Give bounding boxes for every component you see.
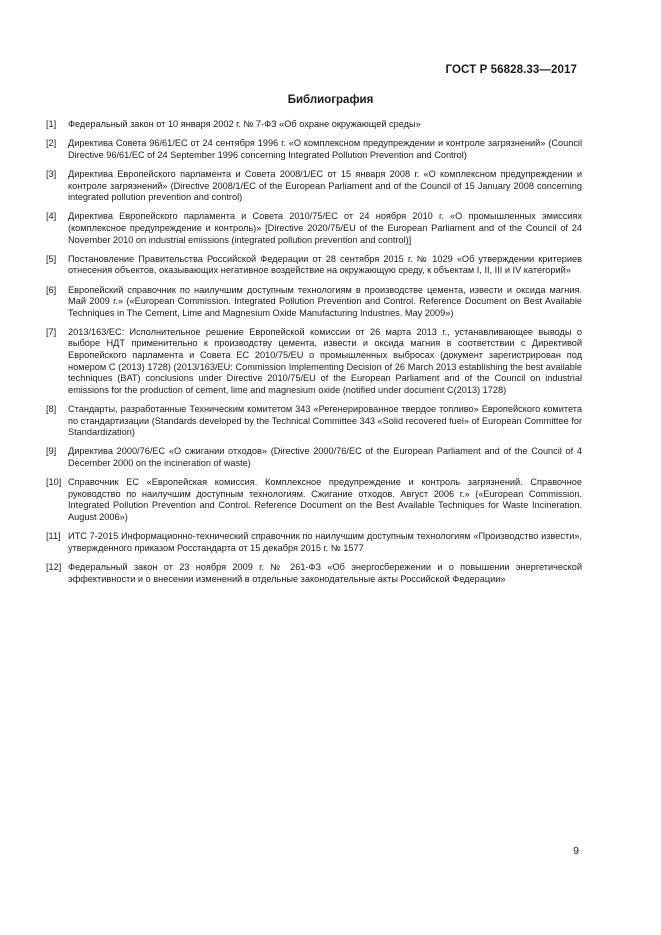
entry-text: Европейский справочник по наилучшим доступным технологиям в производстве цемента, извести и оксида магния. Май 2009 г.» («European Commission. Integrated Pollution Prevention and Control. Reference Document on Best Available Techniques in The Cement, Lime and Magnesium Oxide Manufacturing Industries. May 2009») — [68, 284, 582, 318]
entry-number: [10] — [46, 477, 62, 488]
entry-number: [9] — [46, 446, 57, 457]
bibliography-entry-7 — [46, 327, 582, 397]
entry-number: [2] — [46, 138, 57, 149]
entry-text: Директива Совета 96/61/ЕС от 24 сентября 1996 г. «О комплексном предупреждении и контроле загрязнений» (Council Directive 96/61/EC of 24 September 1996 concerning Integrated Pollution Prevention and Control) — [68, 138, 582, 160]
entry-text: Директива Европейского парламента и Совета 2010/75/ЕС от 24 ноября 2010 г. «О промышленных эмиссиях (комплексное предупреждение и контроль)» [Directive 2020/75/EU of the European Parliament and of the Council of 24 November 2010 on industrial emissions (integrated pollution prevention and control)] — [68, 211, 582, 245]
section-title: Библиография — [287, 94, 374, 106]
entry-number: [1] — [46, 119, 57, 129]
bibliography-entry-5 — [46, 254, 582, 277]
entry-number: [5] — [46, 253, 57, 264]
entry-number: [4] — [46, 211, 57, 222]
bibliography-entry-8 — [46, 404, 582, 439]
entry-text: ИТС 7-2015 Информационно-технический справочник по наилучшим доступным технологиям «Производство извести», утвержденного приказом Росстандарта от 15 декабря 2015 г. № 1577 — [68, 531, 582, 553]
bibliography-entry-6 — [46, 285, 582, 320]
entry-text: Федеральный закон от 23 ноября 2009 г. № 261-ФЗ «Об энергосбережении и о повышении энергетической эффективности и о внесении изменений в отдельные законодательные акты Российской Федерации» — [68, 561, 582, 584]
bibliography-entry-1 — [46, 119, 582, 131]
entry-text: Стандарты, разработанные Техническим комитетом 343 «Регенерированное твердое топливо» Европейского комитета по стандартизации (Standards developed by the Technical Committee 343 «Solid recovered fuel» of European Committee for Standardization) — [68, 404, 582, 438]
entry-text: Директива Европейского парламента и Совета 2008/1/ЕС от 15 января 2008 г. «О комплексном предупреждении и контроле загрязнений» (Directive 2008/1/EC of the European Parliament and of the Council of 15 January 2008 concerning integrated pollution prevention and control) — [68, 168, 582, 203]
entry-number: [3] — [46, 168, 57, 179]
bibliography-entry-9 — [46, 446, 582, 469]
document-code: ГОСТ Р 56828.33—2017 — [445, 64, 577, 76]
bibliography-entry-2 — [46, 138, 582, 161]
bibliography-entry-11 — [46, 531, 582, 554]
bibliography-entry-10 — [46, 477, 582, 523]
entry-number: [12] — [46, 561, 62, 572]
entry-text: Директива 2000/76/ЕС «О сжигании отходов» (Directive 2000/76/EC of the European Parliament and of the Council of 4 December 2000 on the incineration of waste) — [68, 446, 582, 468]
bibliography-entry-4 — [46, 211, 582, 246]
bibliography-list — [46, 119, 582, 593]
entry-number: [6] — [46, 284, 57, 295]
entry-number: [8] — [46, 404, 57, 415]
entry-number: [7] — [46, 326, 57, 337]
page-number: 9 — [573, 845, 579, 857]
entry-number: [11] — [46, 531, 61, 542]
bibliography-entry-12 — [46, 562, 582, 585]
bibliography-entry-3 — [46, 169, 582, 204]
entry-text: 2013/163/ЕС: Исполнительное решение Европейской комиссии от 26 марта 2013 г., устанавливающее выводы о выборе НДТ применительно к производству цемента, извести и оксида магния в соответствии с Директивой Европейского парламента и Совета ЕС 2010/75/EU о промышленных выбросах (документ зарегистрирован под номером С (2013) 1728) (2013/163/EU: Commission Implementing Decision of 26 March 2013 establishing the best available techniques (BAT) conclusions under Directive 2010/75/EU of the European Parliament and of the Council on industrial emissions for the production of cement, lime and magnesium oxide (notified under document C(2013) 1728) — [68, 326, 582, 395]
entry-text: Федеральный закон от 10 января 2002 г. № 7-ФЗ «Об охране окружающей среды» — [68, 119, 421, 129]
entry-text: Справочник ЕС «Европейская комиссия. Комплексное предупреждение и контроль загрязнений. Справочное руководство по наилучшим доступным технологиям. Сжигание отходов. Август 2006 г.» («European Commission. Integrated Pollution Prevention and Control. Reference Document on the Best Available Techniques for Waste Incineration. August 2006») — [68, 477, 582, 522]
entry-text: Постановление Правительства Российской Федерации от 28 сентября 2015 г. № 1029 «Об утверждении критериев отнесения объектов, оказывающих негативное воздействие на окружающую среду, к объектам I, II, III и IV категорий» — [68, 253, 582, 276]
